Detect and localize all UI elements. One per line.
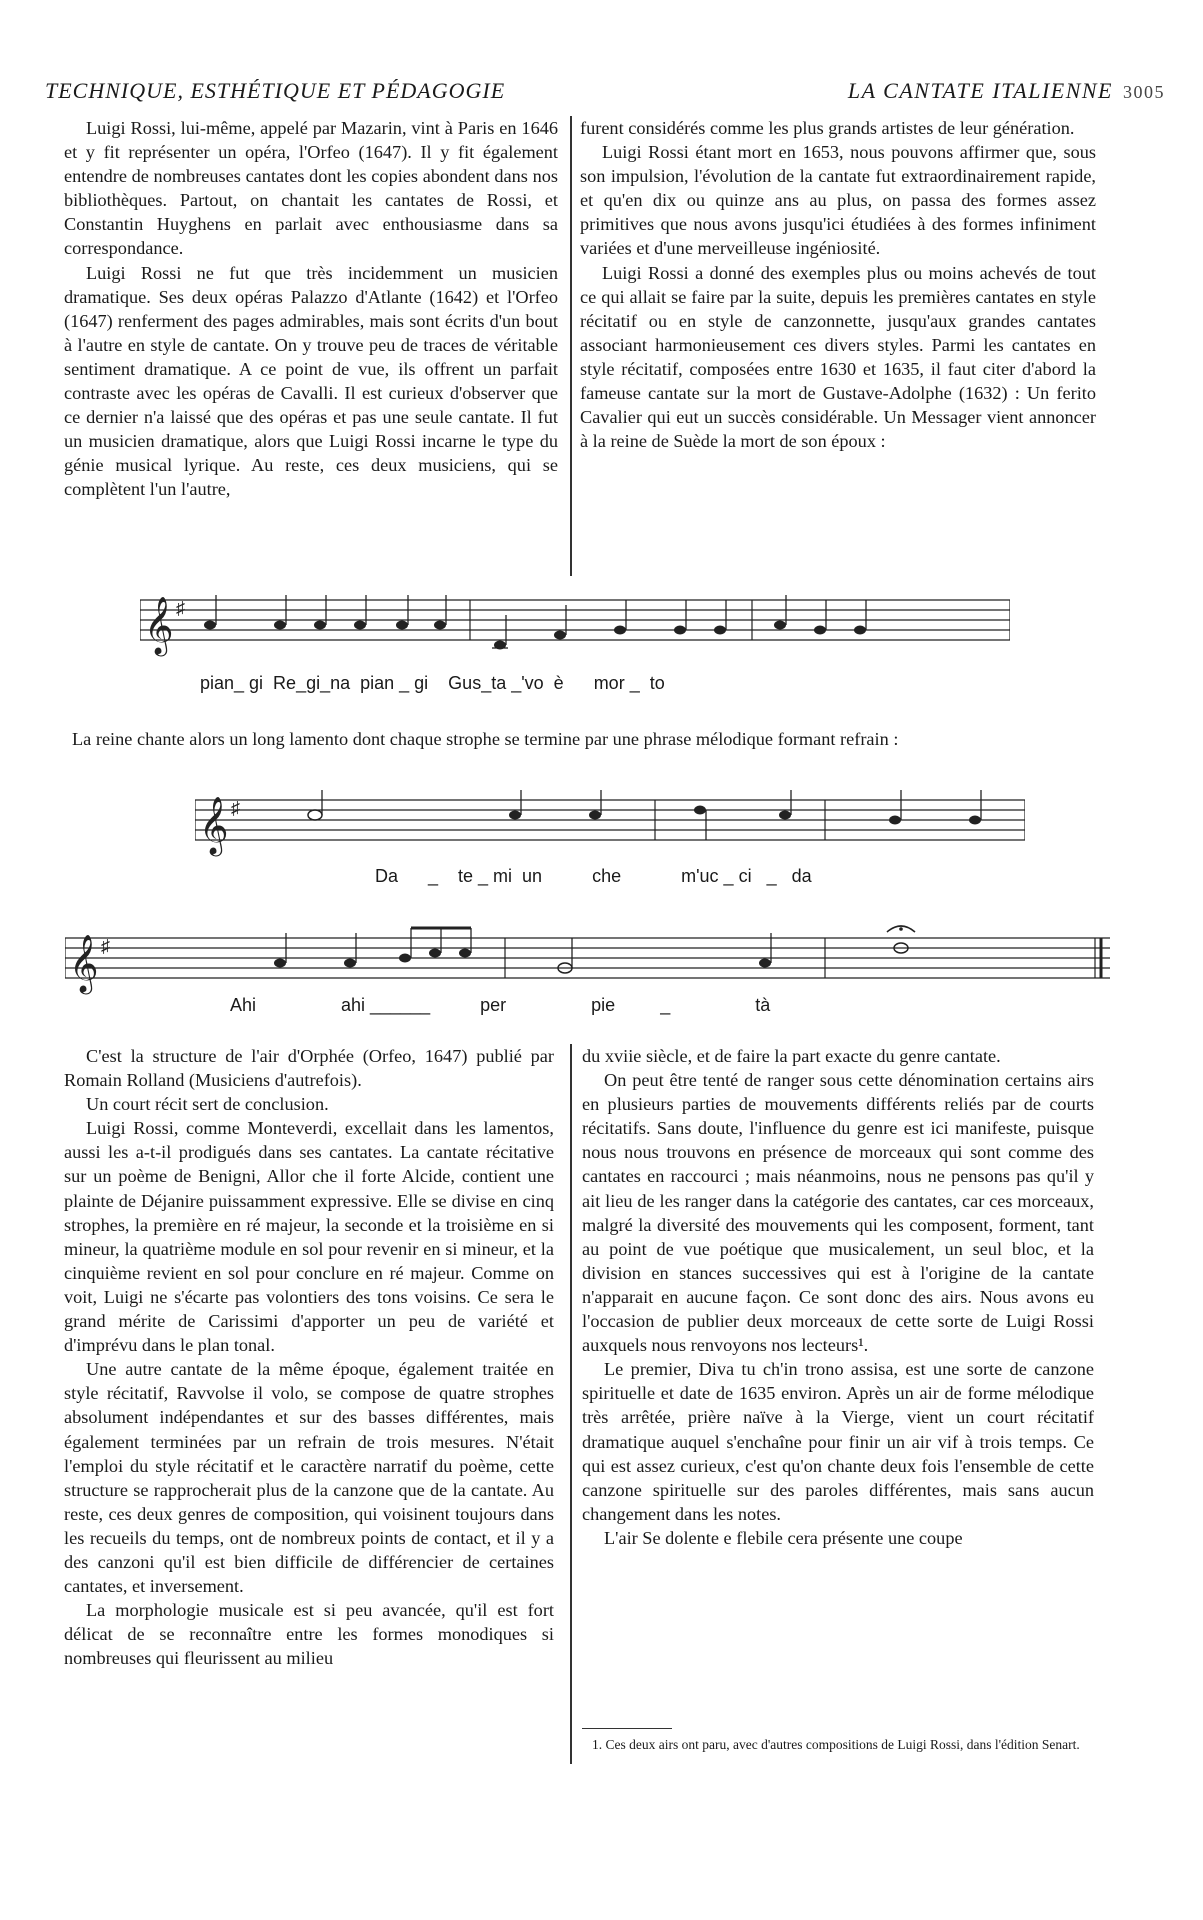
music-1-lyrics: pian_ gi Re_gi_na pian _ gi Gus_ta _'vo è mor _ to xyxy=(200,673,665,693)
paragraph: L'air Se dolente e flebile cera présente une coupe xyxy=(604,1527,963,1548)
paragraph: C'est la structure de l'air d'Orphée (Orfeo, 1647) publié par Romain Rolland (Musiciens d'autrefois). xyxy=(64,1046,554,1091)
svg-text:♯: ♯ xyxy=(231,798,240,818)
svg-text:♯: ♯ xyxy=(101,936,110,956)
paragraph: La reine chante alors un long lamento dont chaque strophe se termine par une phrase mélodique formant refrain : xyxy=(72,729,899,749)
paragraph: Luigi Rossi, comme Monteverdi, excellait dans les lamentos, aussi les a-t-il prodigués dans ses cantates. La cantate récitative sur un poème de Benigni, Allor che il forte Alcide, contient une plainte de Déjanire puissamment expressive. Elle se divise en cinq strophes, la première en ré majeur, la seconde et la troisième en si mineur, la quatrième module en sol pour revenir en si mineur, et la cinquième revient en sol pour conclure en ré majeur. Comme on voit, Luigi ne s'écarte pas volontiers des tons voisins. Ce sera le grand mérite de Carissimi d'apporter un peu de variété et d'imprévu dans le plan tonal. xyxy=(64,1118,554,1356)
page-number: 3005 xyxy=(1123,82,1165,102)
music-staff-3 xyxy=(65,918,1110,998)
column-divider xyxy=(570,116,572,576)
column-divider xyxy=(570,1044,572,1764)
header-chapter-text: LA CANTATE ITALIENNE xyxy=(847,78,1113,103)
column-2 xyxy=(580,116,1096,453)
music-staff-1 xyxy=(140,590,1010,660)
footnote: 1. Ces deux airs ont paru, avec d'autres compositions de Luigi Rossi, dans l'édition Senart. xyxy=(592,1737,1080,1752)
column-4 xyxy=(582,1044,1094,1550)
paragraph: Une autre cantate de la même époque, également traitée en style récitatif, Ravvolse il volo, se compose de quatre strophes absolument indépendantes et sur des basses différentes, mais également terminées par un refrain de trois mesures. N'était l'emploi du style récitatif et le caractère narratif du poème, cette structure se rapprocherait plus de la canzone que de la cantate. Au reste, ces deux genres de composition, qui voisinent toujours dans les recueils du temps, ont de nombreux points de contact, et il y a des canzoni qu'il est bien difficile de différencier de certaines cantates, et inversement. xyxy=(64,1359,554,1597)
paragraph: On peut être tenté de ranger sous cette dénomination certains airs en plusieurs parties de mouvements différents reliés par de courts récitatifs. Sans doute, l'influence du genre est ici manifeste, puisque nous nous trouvons en présence de morceaux qui sont comme des cantates en raccourci ; mais néanmoins, nous ne pensons pas qu'il y ait lieu de les ranger dans la catégorie des cantates, car ces morceaux, malgré la diversité des mouvements qui les composent, forment, tant au point de vue poétique que musicalement, un seul bloc, et la division en stances successives qui est à l'origine de la cantate n'apparait en aucune façon. Ce sont donc des airs. Nous avons eu l'occasion de publier deux morceaux de cette sorte de Luigi Rossi auxquels nous renvoyons nos lecteurs¹. xyxy=(582,1070,1094,1356)
svg-text:𝄞: 𝄞 xyxy=(69,934,99,992)
svg-text:𝄞: 𝄞 xyxy=(199,796,229,854)
music-2-lyrics: Da _ te _ mi un che m'uc _ ci _ da xyxy=(375,866,812,886)
paragraph: Luigi Rossi ne fut que très incidemment un musicien dramatique. Ses deux opéras Palazzo d'Atlante (1642) et l'Orfeo (1647) renferment des pages admirables, mais sont écrits d'un bout à l'autre en style de cantate. On y trouve peu de traces de véritable sentiment dramatique. A ce point de vue, ils offrent un parfait contraste avec les opéras de Cavalli. Il est curieux d'observer que ce dernier n'a laissé que des opéras et pas une seule cantate. Il fut un musicien dramatique, alors que Luigi Rossi incarne le type du génie musical lyrique. Au reste, ces deux musiciens, qui se complètent l'un l'autre, xyxy=(64,262,558,500)
paragraph: Luigi Rossi a donné des exemples plus ou moins achevés de tout ce qui allait se faire par la suite, depuis les premières cantates en style récitatif ou en style de canzonnette, jusqu'aux grandes cantates associant harmonieusement ces divers styles. Parmi les cantates en style récitatif, composées entre 1630 et 1635, il faut citer d'abord la fameuse cantate sur la mort de Gustave-Adolphe (1632) : Un ferito Cavalier qui eut un succès considérable. Un Messager vient annoncer à la reine de Suède la mort de son époux : xyxy=(580,262,1096,452)
svg-text:𝄞: 𝄞 xyxy=(144,596,174,654)
music-3-lyrics: Ahi ahi ______ per pie _ tà xyxy=(230,995,771,1015)
music-staff-2 xyxy=(195,790,1025,860)
paragraph: La morphologie musicale est si peu avancée, qu'il est fort délicat de se reconnaître entre les formes monodiques si nombreuses qui fleurissent au milieu xyxy=(64,1600,554,1669)
paragraph: furent considérés comme les plus grands artistes de leur génération. xyxy=(580,118,1075,138)
paragraph: Un court récit sert de conclusion. xyxy=(86,1094,329,1115)
column-3 xyxy=(64,1044,554,1670)
header-section-title: TECHNIQUE, ESTHÉTIQUE ET PÉDAGOGIE xyxy=(45,78,506,103)
page-header xyxy=(45,78,1165,108)
svg-text:♯: ♯ xyxy=(176,598,185,618)
paragraph: Le premier, Diva tu ch'in trono assisa, est une sorte de canzone spirituelle et date de 1635 environ. Après un air de forme mélodique très arrêtée, prière naïve à la Vierge, vient un court récitatif dramatique auquel s'enchaîne pour finir un air vif à trois temps. Ce qui est assez curieux, c'est qu'on chante deux fois l'ensemble de cette canzone spirituelle sur des paroles différentes, mais sans aucun changement dans les notes. xyxy=(582,1359,1094,1524)
footnote-rule xyxy=(582,1728,672,1729)
paragraph: Luigi Rossi, lui-même, appelé par Mazarin, vint à Paris en 1646 et y fit représenter un opéra, l'Orfeo (1647). Il y fit également entendre de nombreuses cantates dont les copies abondent dans nos bibliothèques. Partout, on chantait les cantates de Rossi, et Constantin Huyghens en parlait avec enthousiasme dans sa correspondance. xyxy=(64,118,558,259)
column-1 xyxy=(64,116,558,502)
paragraph: Luigi Rossi étant mort en 1653, nous pouvons affirmer que, sous son impulsion, l'évolution de la cantate fut extraordinairement rapide, et qu'en dix ou quinze ans au plus, on passa des formes assez primitives que nous avons jusqu'ici étudiées à des formes infiniment variées et d'une merveilleuse ingéniosité. xyxy=(580,142,1096,259)
paragraph: du xviie siècle, et de faire la part exacte du genre cantate. xyxy=(582,1046,1001,1066)
header-chapter-title xyxy=(848,78,1165,104)
